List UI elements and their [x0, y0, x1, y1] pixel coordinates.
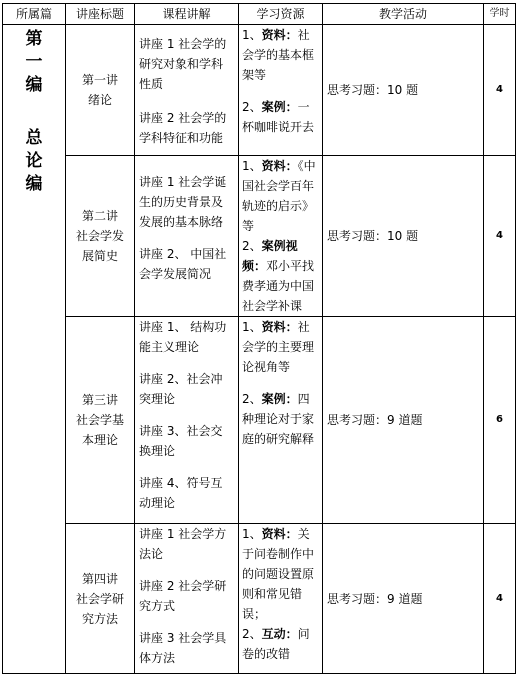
course-item: 讲座 4、符号互动理论: [139, 476, 223, 510]
course-cell: [135, 156, 239, 317]
resource-cell: [239, 25, 323, 156]
part-line: 编: [25, 174, 43, 194]
hours-cell: 4: [484, 524, 516, 674]
resource-cell: [239, 524, 323, 674]
lecture-title-line: 第四讲: [81, 571, 118, 586]
activity-cell: 思考习题：10 题: [323, 156, 484, 317]
course-cell: [135, 317, 239, 524]
course-item: 讲座 1 社会学方法论: [139, 527, 227, 561]
resource-item: 1、资料：社会学的主要理论视角等: [242, 320, 315, 374]
lecture-title-line: 本理论: [81, 433, 118, 447]
part-line: 第: [25, 29, 43, 49]
resource-item: 1、资料：关于问卷制作中的问题设置原则和常见错误；: [242, 527, 315, 621]
course-item: 讲座 3、社会交换理论: [139, 424, 223, 458]
resource-cell: [239, 156, 323, 317]
lecture-title-line: 究方法: [81, 611, 118, 626]
course-cell: [135, 25, 239, 156]
course-item: 讲座 1 社会学的研究对象和学科性质: [139, 37, 227, 91]
table-row: [3, 25, 516, 156]
header-hours: 学时: [484, 4, 516, 25]
lecture-title-line: 社会学基: [75, 413, 124, 427]
header-course: 课程讲解: [135, 4, 239, 25]
course-item: 讲座 2、社会冲突理论: [139, 372, 223, 406]
header-lecture-title: 讲座标题: [66, 4, 135, 25]
lecture-title-line: 第一讲: [81, 73, 118, 87]
lecture-title-line: 绪论: [87, 93, 112, 107]
header-part: 所属篇: [3, 4, 66, 25]
course-item: 讲座 1 社会学诞生的历史背景及发展的基本脉络: [139, 175, 227, 229]
part-line: 论: [25, 151, 43, 171]
resource-item: 2、案例：四种理论对于家庭的研究解释: [242, 392, 315, 446]
hours-cell: 4: [484, 156, 516, 317]
course-table: [2, 3, 516, 674]
course-item: 讲座 3 社会学具体方法: [139, 631, 227, 665]
resource-item: 1、资料：社会学的基本框架等: [242, 28, 315, 82]
lecture-title-line: 第三讲: [81, 393, 118, 407]
table-row: [3, 317, 516, 524]
lecture-title: [66, 25, 135, 156]
part-cell: [3, 25, 66, 674]
table-row: [3, 524, 516, 674]
activity-cell: 思考习题：9 道题: [323, 524, 484, 674]
part-line: 一: [25, 52, 43, 72]
header-activity: 教学活动: [323, 4, 484, 25]
lecture-title: [66, 156, 135, 317]
part-line: 总: [25, 128, 43, 148]
lecture-title: [66, 317, 135, 524]
table-row: [3, 156, 516, 317]
resource-item: 1、资料：《中国社会学百年轨迹的启示》等: [242, 159, 316, 233]
course-item: 讲座 2、 中国社会学发展简况: [139, 247, 227, 281]
lecture-title-line: 社会学研: [75, 591, 124, 606]
resource-item: 2、案例视频：邓小平找费孝通为中国社会学补课: [242, 239, 315, 313]
lecture-title-line: 展简史: [81, 249, 118, 263]
resource-item: 2、互动：问卷的改错: [242, 627, 310, 661]
lecture-title-line: 第二讲: [81, 209, 118, 223]
course-item: 讲座 1、 结构功能主义理论: [139, 320, 227, 354]
part-line: 编: [25, 75, 43, 95]
header-resources: 学习资源: [239, 4, 323, 25]
hours-cell: 4: [484, 25, 516, 156]
activity-cell: 思考习题：9 道题: [323, 317, 484, 524]
course-cell: [135, 524, 239, 674]
resource-item: 2、案例：一杯咖啡说开去: [242, 100, 315, 134]
lecture-title: [66, 524, 135, 674]
activity-cell: 思考习题：10 题: [323, 25, 484, 156]
course-item: 讲座 2 社会学的学科特征和功能: [139, 111, 227, 145]
resource-cell: [239, 317, 323, 524]
lecture-title-line: 社会学发: [75, 229, 124, 243]
header-row: [3, 4, 516, 25]
hours-cell: 6: [484, 317, 516, 524]
course-item: 讲座 2 社会学研究方式: [139, 579, 227, 613]
